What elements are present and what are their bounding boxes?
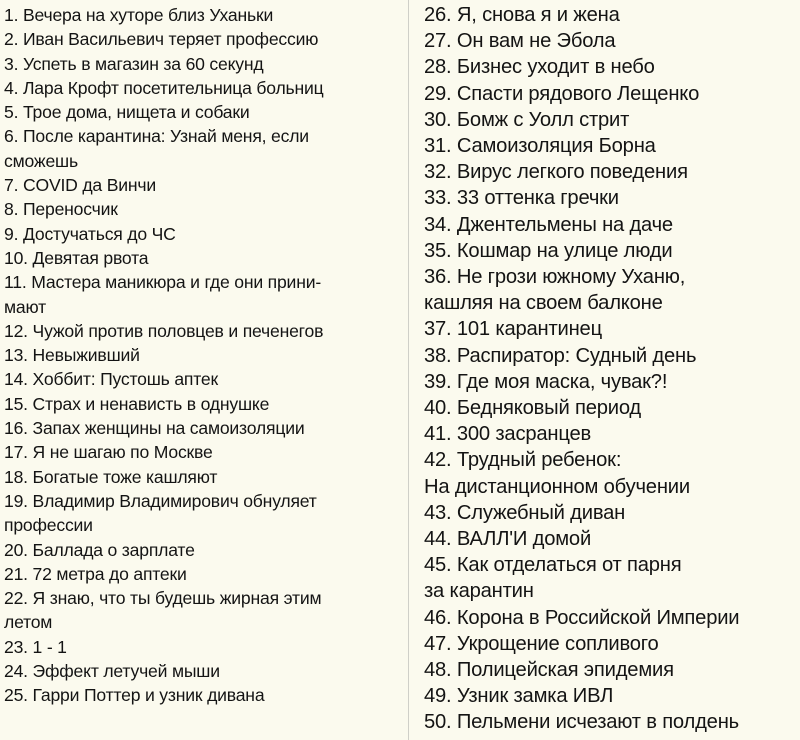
list-item: 11. Мастера маникюра и где они прини- мают [4, 272, 321, 317]
right-column [424, 0, 800, 736]
list-item: 24. Эффект летучей мыши [4, 661, 220, 682]
list-item: 37. 101 карантинец [424, 318, 602, 341]
list-item: 12. Чужой против половцев и печенегов [4, 320, 324, 341]
left-column [4, 0, 400, 708]
list-item: 9. Достучаться до ЧС [4, 223, 176, 244]
list-item: 17. Я не шагаю по Москве [4, 442, 213, 463]
list-item: 19. Владимир Владимирович обнуляет профессии [4, 490, 317, 536]
list-item: 31. Самоизоляция Борна [424, 135, 656, 158]
list-item: 29. Спасти рядового Лещенко [424, 82, 700, 105]
list-item: 33. 33 оттенка гречки [424, 187, 619, 210]
list-item: 14. Хоббит: Пустошь аптек [4, 369, 218, 390]
list-item: 25. Гарри Поттер и узник дивана [4, 685, 265, 706]
list-item: 44. ВАЛЛ'И домой [424, 528, 592, 551]
list-item: 41. 300 засранцев [424, 423, 592, 446]
list-item: 38. Распиратор: Судный день [424, 344, 697, 367]
list-item: 42. Трудный ребенок: На дистанционном обучении [424, 449, 690, 498]
list-item: 30. Бомж с Уолл стрит [424, 108, 630, 131]
list-item: 34. Джентельмены на даче [424, 213, 673, 236]
list-item: 46. Корона в Российской Империи [424, 606, 740, 629]
list-item: 6. После карантина: Узнай меня, если сможешь [4, 126, 309, 171]
list-item: 16. Запах женщины на самоизоляции [4, 418, 305, 439]
list-item: 23. 1 - 1 [4, 636, 67, 657]
list-item: 47. Укрощение сопливого [424, 632, 659, 655]
list-item: 50. Пельмени исчезают в полдень [424, 711, 739, 734]
list-item: 13. Невыживший [4, 345, 140, 366]
list-item: 3. Успеть в магазин за 60 секунд [4, 53, 264, 74]
list-item: 39. Где моя маска, чувак?! [424, 370, 668, 393]
list-item: 15. Страх и ненависть в однушке [4, 393, 270, 414]
list-item: 36. Не грози южному Уханю, кашляя на своем балконе [424, 266, 686, 315]
list-item: 35. Кошмар на улице люди [424, 239, 673, 262]
list-item: 32. Вирус легкого поведения [424, 161, 688, 184]
list-item: 48. Полицейская эпидемия [424, 659, 674, 682]
list-item: 18. Богатые тоже кашляют [4, 466, 218, 487]
list-item: 8. Переносчик [4, 199, 118, 220]
list-item: 40. Бедняковый период [424, 397, 641, 420]
list-item: 43. Служебный диван [424, 501, 626, 524]
list-item: 28. Бизнес уходит в небо [424, 56, 655, 79]
list-item: 10. Девятая рвота [4, 247, 149, 268]
column-divider [408, 0, 409, 740]
list-item: 1. Вечера на хуторе близ Уханьки [4, 5, 274, 25]
list-item: 2. Иван Васильевич теряет профессию [4, 29, 319, 50]
list-item: 5. Трое дома, нищета и собаки [4, 102, 250, 123]
list-item: 22. Я знаю, что ты будешь жирная этим летом [4, 588, 322, 633]
list-item: 27. Он вам не Эбола [424, 30, 616, 53]
list-item: 7. COVID да Винчи [4, 175, 156, 196]
list-item: 49. Узник замка ИВЛ [424, 685, 614, 708]
list-item: 21. 72 метра до аптеки [4, 563, 187, 584]
list-item: 45. Как отделаться от парня за карантин [424, 554, 682, 603]
list-item: 26. Я, снова я и жена [424, 4, 620, 26]
list-item: 4. Лара Крофт посетительница больниц [4, 77, 324, 98]
list-item: 20. Баллада о зарплате [4, 539, 195, 560]
